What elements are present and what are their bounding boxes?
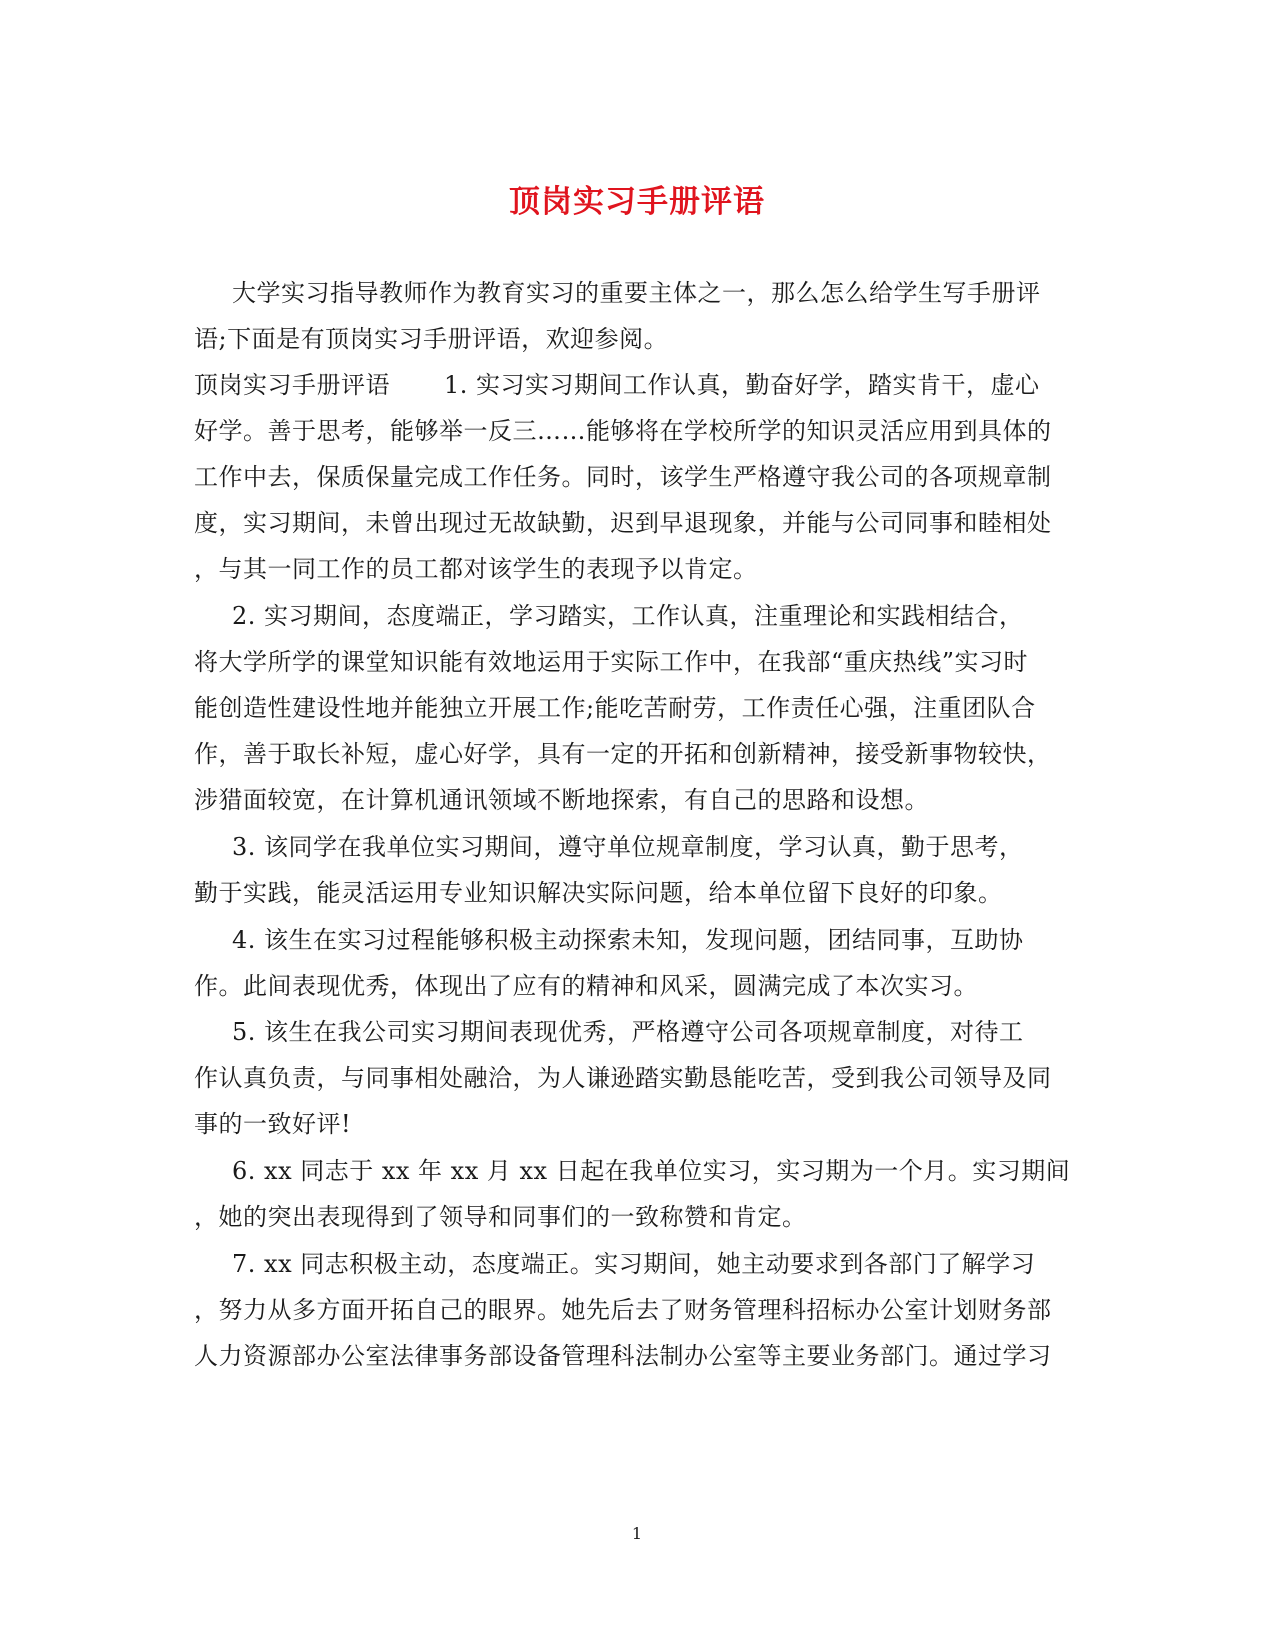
paragraph-line: 语;下面是有顶岗实习手册评语，欢迎参阅。 — [194, 325, 669, 353]
paragraph-line: 作，善于取长补短，虚心好学，具有一定的开拓和创新精神，接受新事物较快， — [194, 740, 1052, 768]
paragraph-line: 工作中去，保质保量完成工作任务。同时，该学生严格遵守我公司的各项规章制 — [194, 463, 1052, 491]
paragraph-line: 将大学所学的课堂知识能有效地运用于实际工作中，在我部“重庆热线”实习时 — [194, 648, 1029, 676]
paragraph-line: 能创造性建设性地并能独立开展工作;能吃苦耐劳，工作责任心强，注重团队合 — [194, 694, 1036, 722]
paragraph-line: 3. 该同学在我单位实习期间，遵守单位规章制度，学习认真，勤于思考， — [232, 833, 1024, 861]
paragraph-line: 度，实习期间，未曾出现过无故缺勤，迟到早退现象，并能与公司同事和睦相处 — [194, 509, 1052, 537]
paragraph-line: 6. xx 同志于 xx 年 xx 月 xx 日起在我单位实习，实习期为一个月。实习期间 — [232, 1157, 1071, 1185]
paragraph-line: 勤于实践，能灵活运用专业知识解决实际问题，给本单位留下良好的印象。 — [194, 879, 1003, 907]
paragraph-line: 大学实习指导教师作为教育实习的重要主体之一，那么怎么给学生写手册评 — [232, 279, 1041, 307]
paragraph-line: 7. xx 同志积极主动，态度端正。实习期间，她主动要求到各部门了解学习 — [232, 1250, 1036, 1278]
document-title: 顶岗实习手册评语 — [509, 184, 765, 220]
paragraph-line: 作认真负责，与同事相处融洽，为人谦逊踏实勤恳能吃苦，受到我公司领导及同 — [194, 1064, 1052, 1092]
paragraph-line: ，她的突出表现得到了领导和同事们的一致称赞和肯定。 — [194, 1203, 807, 1231]
paragraph-line: 2. 实习期间，态度端正，学习踏实，工作认真，注重理论和实践相结合， — [232, 602, 1024, 630]
paragraph-line: ，努力从多方面开拓自己的眼界。她先后去了财务管理科招标办公室计划财务部 — [194, 1296, 1052, 1324]
paragraph-line: 人力资源部办公室法律事务部设备管理科法制办公室等主要业务部门。通过学习 — [194, 1342, 1052, 1370]
paragraph-line: 5. 该生在我公司实习期间表现优秀，严格遵守公司各项规章制度，对待工 — [232, 1018, 1024, 1046]
paragraph-line: 4. 该生在实习过程能够积极主动探索未知，发现问题，团结同事，互助协 — [232, 926, 1024, 954]
paragraph-line: 事的一致好评! — [194, 1110, 352, 1138]
paragraph-line: 好学。善于思考，能够举一反三……能够将在学校所学的知识灵活应用到具体的 — [194, 417, 1052, 445]
paragraph-line: 涉猎面较宽，在计算机通讯领域不断地探索，有自己的思路和设想。 — [194, 786, 929, 814]
heading-label: 顶岗实习手册评语 — [194, 371, 390, 399]
heading-line — [194, 370, 1040, 400]
paragraph-line: 作。此间表现优秀，体现出了应有的精神和风采，圆满完成了本次实习。 — [194, 972, 978, 1000]
page-number: 1 — [631, 1524, 643, 1543]
heading-text: 1. 实习实习期间工作认真，勤奋好学，踏实肯干，虚心 — [444, 371, 1040, 399]
paragraph-line: ，与其一同工作的员工都对该学生的表现予以肯定。 — [194, 555, 758, 583]
